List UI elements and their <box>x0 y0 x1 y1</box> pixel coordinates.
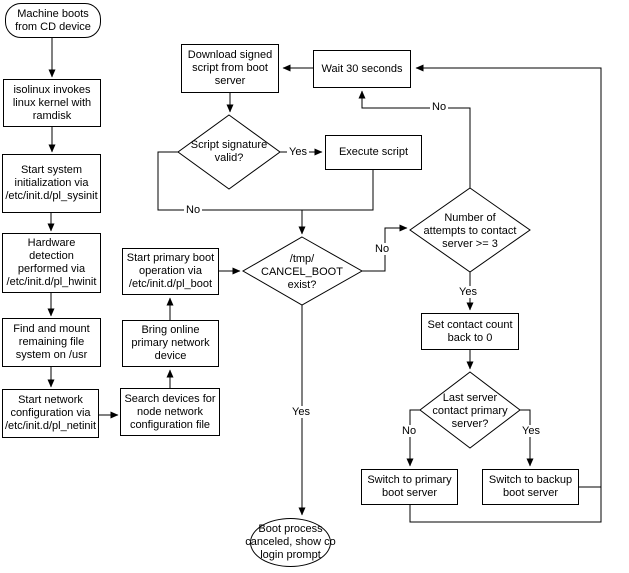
node-text: detection <box>29 250 74 262</box>
process-switch-primary <box>361 469 458 505</box>
node-text: server >= 3 <box>442 237 498 250</box>
node-text: Set contact count <box>427 318 513 331</box>
node-text: /etc/init.d/pl_sysinit <box>5 190 98 202</box>
node-text: /etc/init.d/pl_hwinit <box>6 276 97 288</box>
edge-lastserver-no-primary <box>410 410 420 466</box>
decision-last-server <box>420 391 520 431</box>
node-text: performed via <box>17 263 86 275</box>
node-text: login prompt <box>260 549 321 561</box>
node-text: isolinux invokes <box>13 83 91 96</box>
node-text: Bring online <box>141 324 200 336</box>
node-text: configuration file <box>129 418 211 431</box>
process-switch-backup <box>482 469 579 505</box>
node-text: server <box>214 75 246 87</box>
node-text: back to 0 <box>447 331 493 344</box>
node-text: primary network <box>131 337 210 349</box>
process-pl-boot <box>122 248 219 295</box>
process-set-contact-count <box>421 313 519 350</box>
process-mount-usr <box>2 318 101 367</box>
node-text: Start system <box>20 164 83 176</box>
node-text: valid? <box>214 152 244 164</box>
node-text: Download signed <box>187 49 273 61</box>
label-last-server-yes: Yes <box>522 425 540 437</box>
node-text: CANCEL_BOOT <box>261 265 343 278</box>
process-netinit <box>2 389 99 438</box>
node-text: Find and mount <box>13 323 90 335</box>
node-text: Machine boots <box>17 7 89 20</box>
node-text: from CD device <box>15 20 91 33</box>
label-attempts-no: No <box>432 101 447 113</box>
node-text: linux kernel with <box>12 96 92 109</box>
label-cancel-no: No <box>375 243 390 255</box>
node-text: /tmp/ <box>289 252 315 265</box>
node-text: operation via <box>139 265 202 277</box>
process-search-devices <box>120 388 220 436</box>
label-last-server-no: No <box>402 425 417 437</box>
node-text: configuration via <box>10 407 91 419</box>
node-text: Last server <box>442 391 498 404</box>
process-sysinit <box>2 154 101 213</box>
process-wait-30-seconds <box>313 50 411 88</box>
node-text: boot server <box>381 487 438 499</box>
node-text: /etc/init.d/pl_boot <box>128 278 213 290</box>
decision-script-signature <box>179 138 279 166</box>
node-text: Script signature <box>190 139 268 151</box>
process-execute-script <box>325 135 422 170</box>
node-text: Search devices for <box>124 392 216 405</box>
process-isolinux <box>3 79 101 127</box>
decision-attempts <box>415 211 525 251</box>
node-text: Switch to backup <box>488 474 573 486</box>
terminator-boot-canceled <box>245 518 336 567</box>
process-download-script <box>181 44 279 93</box>
edge-switch-merge-wait <box>410 68 601 522</box>
node-text: Switch to primary <box>367 474 452 486</box>
node-text: Start network <box>18 394 83 406</box>
process-bring-online <box>122 320 219 367</box>
node-text: Wait 30 seconds <box>321 62 403 75</box>
node-text: exist? <box>287 278 317 291</box>
node-text: contact primary <box>432 404 508 417</box>
node-text: Number of <box>444 211 496 224</box>
node-text: Start primary boot <box>126 252 215 264</box>
label-signature-yes: Yes <box>289 146 307 158</box>
node-text: server? <box>451 417 489 430</box>
node-text: boot server <box>502 487 559 499</box>
node-text: /etc/init.d/pl_netinit <box>4 420 97 432</box>
edge-lastserver-yes-backup <box>520 410 530 466</box>
process-hwinit <box>2 233 101 293</box>
node-text: system on /usr <box>15 349 88 361</box>
node-text: Hardware <box>27 237 76 249</box>
decision-cancel-boot <box>252 252 352 292</box>
node-text: Boot process <box>258 523 323 535</box>
terminator-machine-boots <box>5 3 101 38</box>
node-text: canceled, show co <box>245 536 336 548</box>
node-text: remaining file <box>18 336 85 348</box>
node-text: initialization via <box>14 177 89 189</box>
node-text: node network <box>136 405 204 418</box>
node-text: device <box>154 350 187 362</box>
node-text: attempts to contact <box>423 224 517 237</box>
label-cancel-yes: Yes <box>292 406 310 418</box>
node-text: script from boot <box>192 62 268 74</box>
label-signature-no: No <box>186 204 201 216</box>
node-text: ramdisk <box>32 109 72 122</box>
node-text: Execute script <box>338 146 409 158</box>
label-attempts-yes: Yes <box>459 286 477 298</box>
